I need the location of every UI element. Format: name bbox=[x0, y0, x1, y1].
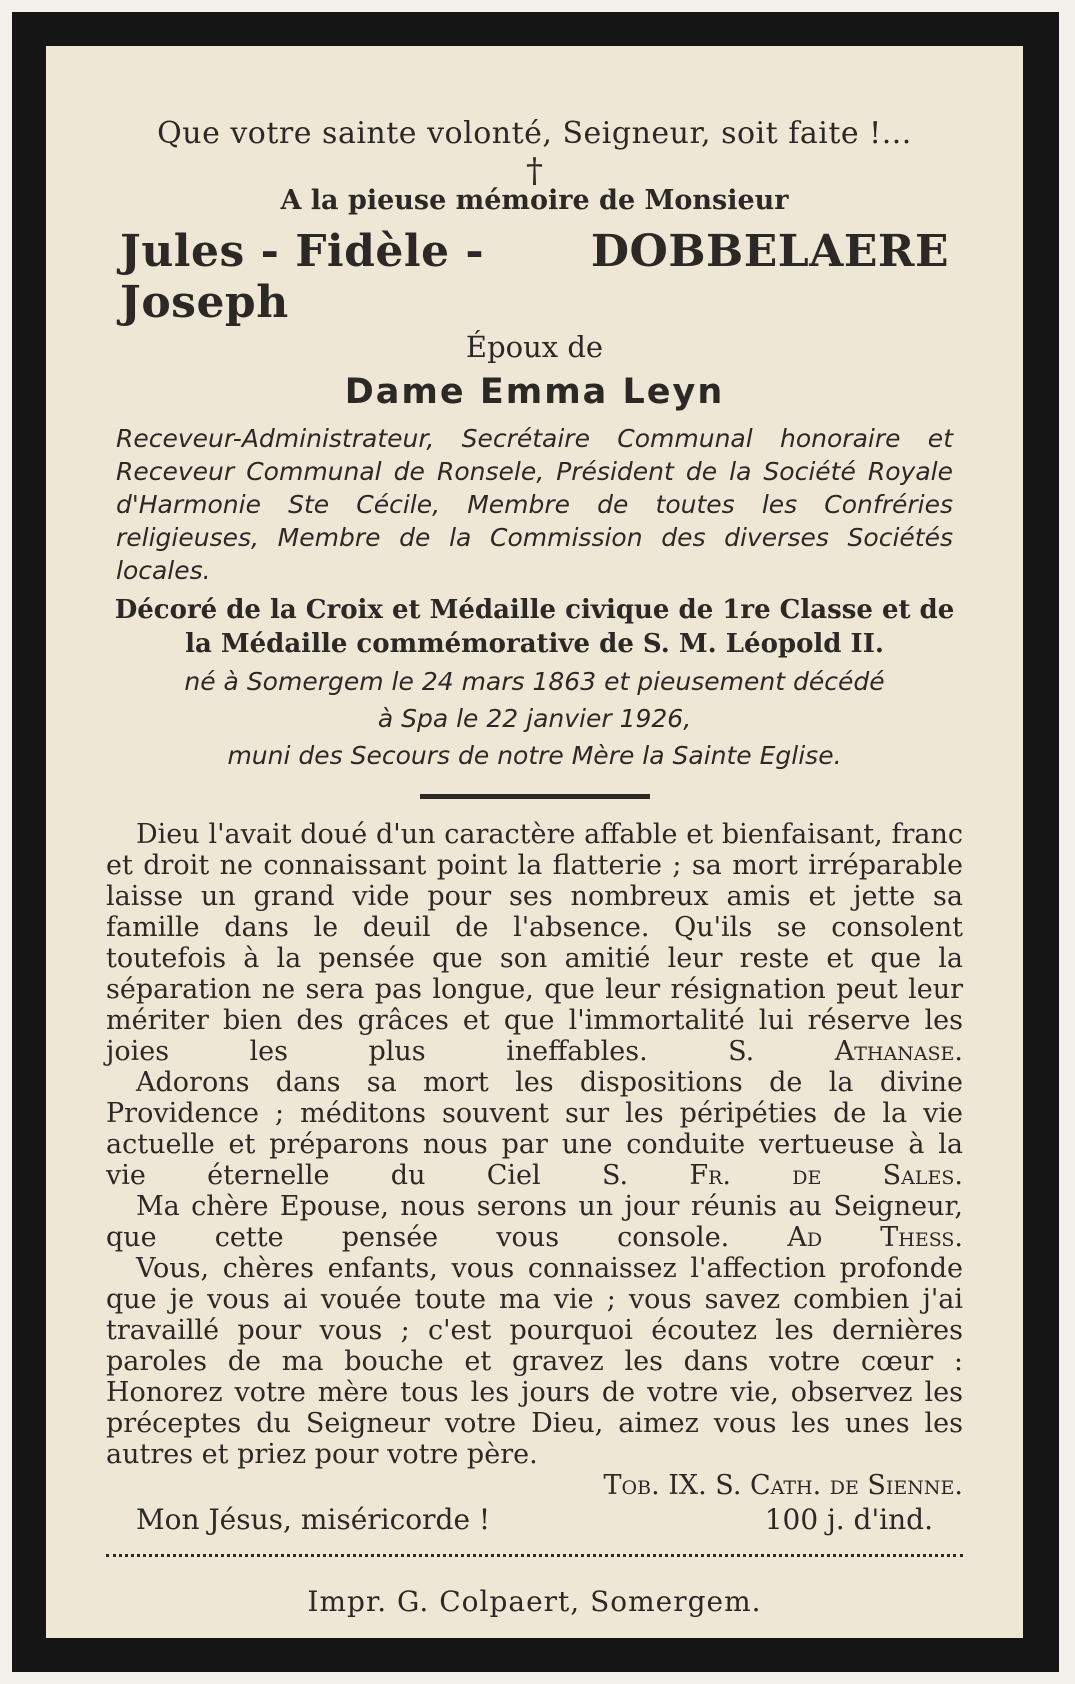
paragraph-3: Ma chère Epouse, nous serons un jour réunis au Seigneur, que cette pensée vous console. Ad Thess. bbox=[106, 1191, 963, 1253]
memory-heading: A la pieuse mémoire de Monsieur bbox=[280, 185, 789, 216]
memorial-card bbox=[12, 12, 1059, 1672]
source-tobias: Tob. IX. S. Cath. de Sienne. bbox=[603, 1470, 963, 1501]
body-text bbox=[106, 819, 963, 1501]
surname: DOBBELAERE bbox=[590, 226, 949, 277]
paragraph-4: Vous, chères enfants, vous connaissez l'affection profonde que je vous ai vouée toute ma vie ; vous savez combien j'ai travaillé pour vous ; c'est pourquoi écoutez les dernières paroles de ma bouche et gravez les dans votre cœur : Honorez votre mère tous les jours de votre vie, observez les préceptes du Seigneur votre Dieu, aimez vous les unes les autres et priez pour votre père. bbox=[106, 1253, 963, 1470]
invocation: Que votre sainte volonté, Seigneur, soit faite !... bbox=[157, 116, 912, 151]
card-paper bbox=[46, 46, 1023, 1638]
imprint: Impr. G. Colpaert, Somergem. bbox=[307, 1585, 762, 1618]
divider-rule bbox=[420, 794, 650, 799]
prayer: Mon Jésus, miséricorde ! bbox=[136, 1503, 491, 1536]
cross-icon: † bbox=[526, 151, 543, 191]
given-names: Jules - Fidèle - Joseph bbox=[120, 226, 485, 328]
dotted-divider bbox=[106, 1554, 963, 1557]
paragraph-2: Adorons dans sa mort les dispositions de la divine Providence ; méditons souvent sur les péripéties de la vie actuelle et préparons nous par une conduite vertueuse à la vie éternelle du Ciel S. Fr. de Sales. bbox=[106, 1067, 963, 1191]
spouse-of-label: Époux de bbox=[465, 330, 604, 364]
source-sales: S. Fr. de Sales. bbox=[601, 1160, 963, 1191]
prayer-line bbox=[136, 1503, 963, 1536]
sacraments-line: muni des Secours de notre Mère la Sainte Eglise. bbox=[227, 741, 842, 770]
source-athanase: S. Athanase. bbox=[728, 1036, 963, 1067]
source-thess: Ad Thess. bbox=[787, 1222, 963, 1253]
decorations-text: Décoré de la Croix et Médaille civique de 1re Classe et de la Médaille commémorative de S. M. Léopold II. bbox=[114, 595, 955, 659]
titles-text: Receveur-Administrateur, Secrétaire Communal honoraire et Receveur Communal de Ronsele, Président de la Société Royale d'Harmonie Ste Cécile, Membre de toutes les Confréries religieuses, Membre de la Commission des diverses Sociétés locales. bbox=[116, 424, 953, 585]
spouse-name: Dame Emma Leyn bbox=[344, 372, 725, 412]
deceased-name bbox=[106, 226, 963, 328]
death-line: à Spa le 22 janvier 1926, bbox=[377, 704, 692, 733]
paragraph-1: Dieu l'avait doué d'un caractère affable et bienfaisant, franc et droit ne connaissant point la flatterie ; sa mort irréparable laisse un grand vide pour ses nombreux amis et jette sa famille dans le deuil de l'absence. Qu'ils se consolent toutefois à la pensée que son amitié leur reste et que la séparation ne sera pas longue, que leur résignation peut leur mériter bien des grâces et que l'immortalité lui réserve les joies les plus ineffables. S. Athanase. bbox=[106, 819, 963, 1067]
indulgence: 100 j. d'ind. bbox=[764, 1503, 933, 1536]
birth-line: né à Somergem le 24 mars 1863 et pieusement décédé bbox=[184, 667, 885, 696]
